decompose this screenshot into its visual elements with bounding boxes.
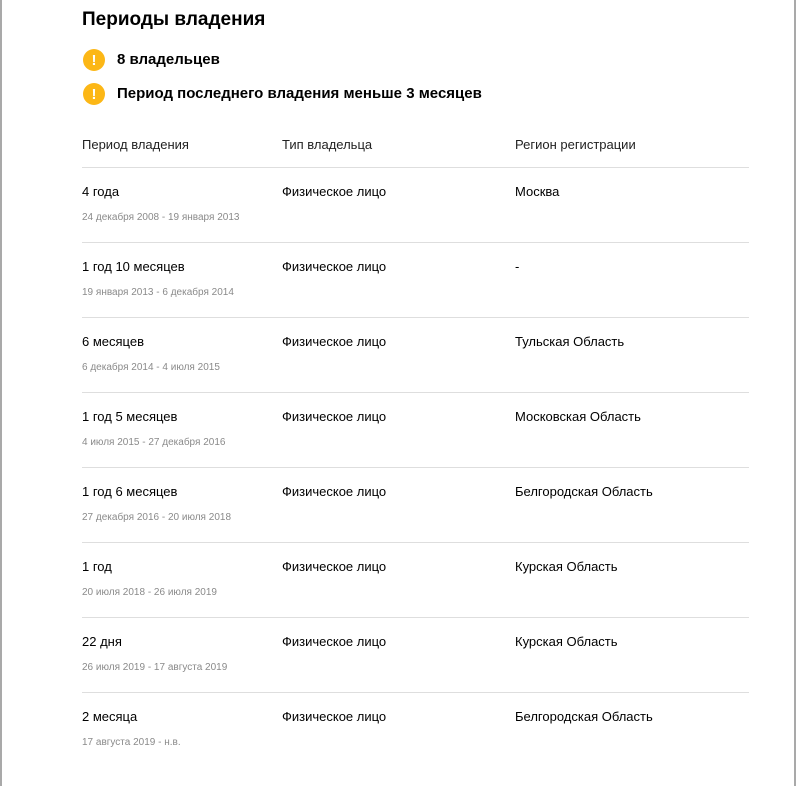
region: Белгородская Область <box>515 709 653 724</box>
region: Курская Область <box>515 634 618 649</box>
region: Московская Область <box>515 409 641 424</box>
owner-type: Физическое лицо <box>282 484 387 499</box>
period-dates: 24 декабря 2008 - 19 января 2013 <box>82 212 240 223</box>
exclamation-icon: ! <box>83 83 105 105</box>
owner-type: Физическое лицо <box>282 184 387 199</box>
table-row <box>82 243 749 318</box>
owner-type: Физическое лицо <box>282 709 387 724</box>
period-dates: 17 августа 2019 - н.в. <box>82 737 181 748</box>
table-row <box>82 468 749 543</box>
warning-owners-count <box>83 49 220 71</box>
owner-type: Физическое лицо <box>282 634 387 649</box>
owner-type: Физическое лицо <box>282 409 387 424</box>
left-border <box>0 0 2 786</box>
period-dates: 4 июля 2015 - 27 декабря 2016 <box>82 437 226 448</box>
period-duration: 1 год 10 месяцев <box>82 259 185 274</box>
region: Курская Область <box>515 559 618 574</box>
table-row <box>82 543 749 618</box>
period-duration: 4 года <box>82 184 120 199</box>
period-dates: 27 декабря 2016 - 20 июля 2018 <box>82 512 231 523</box>
warning-text: Период последнего владения меньше 3 месяцев <box>117 85 482 102</box>
period-duration: 2 месяца <box>82 709 138 724</box>
period-duration: 22 дня <box>82 634 122 649</box>
period-dates: 19 января 2013 - 6 декабря 2014 <box>82 287 234 298</box>
owner-type: Физическое лицо <box>282 259 387 274</box>
period-duration: 6 месяцев <box>82 334 144 349</box>
header-owner-type: Тип владельца <box>282 137 373 152</box>
owner-type: Физическое лицо <box>282 559 387 574</box>
warning-last-period <box>83 83 482 105</box>
ownership-table <box>82 129 749 767</box>
page-title: Периоды владения <box>82 9 266 30</box>
warning-text: 8 владельцев <box>117 51 220 68</box>
period-dates: 20 июля 2018 - 26 июля 2019 <box>82 587 217 598</box>
exclamation-icon: ! <box>83 49 105 71</box>
table-row <box>82 168 749 243</box>
region: - <box>515 259 520 274</box>
owner-type: Физическое лицо <box>282 334 387 349</box>
region: Москва <box>515 184 560 199</box>
table-row <box>82 393 749 468</box>
table-row <box>82 318 749 393</box>
header-region: Регион регистрации <box>515 137 636 152</box>
region: Белгородская Область <box>515 484 653 499</box>
period-dates: 26 июля 2019 - 17 августа 2019 <box>82 662 228 673</box>
table-row <box>82 618 749 693</box>
table-header <box>82 129 749 168</box>
table-row <box>82 693 749 767</box>
period-duration: 1 год 6 месяцев <box>82 484 178 499</box>
period-duration: 1 год 5 месяцев <box>82 409 178 424</box>
region: Тульская Область <box>515 334 625 349</box>
header-period: Период владения <box>82 137 189 152</box>
period-dates: 6 декабря 2014 - 4 июля 2015 <box>82 362 220 373</box>
period-duration: 1 год <box>82 559 112 574</box>
